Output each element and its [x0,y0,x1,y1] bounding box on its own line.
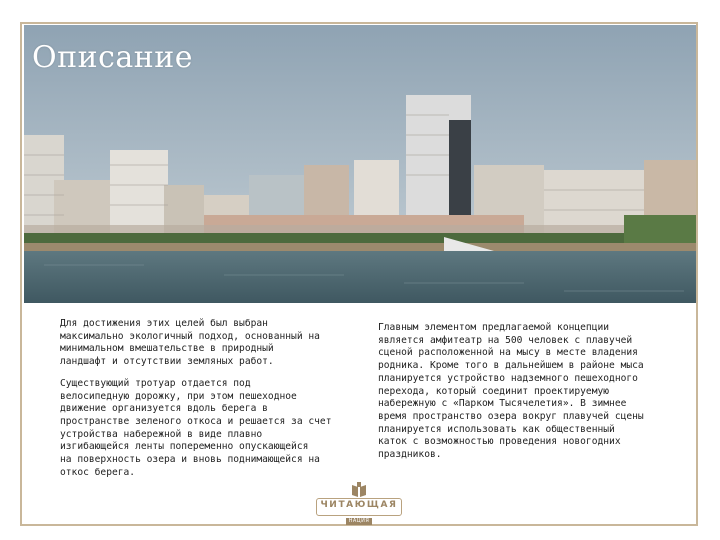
right-paragraph: Главным элементом предлагаемой концепции является амфитеатр на 500 человек с плавучей сценой расположенной на мысу в месте владения родника. Кроме того в дальнейшем в районе мыса планируется устройство надземного пешеходного перехода, который соединит проектируемую набережную с «Парком Тысячелетия». В зимнее время пространство озера вокруг плавучей сцены планируется использовать как общественный каток с возможностью проведения новогодних праздников. [378,322,644,461]
left-paragraph-2: Существующий тротуар отдается под велосипедную дорожку, при этом пешеходное движение организуется вдоль берега в пространстве зеленого откоса и решается за счет устройства набережной в виде плавно изгибающейся ленты попеременно опускающейся на поверхность озера и вновь поднимающейся на откос берега. [60,377,332,478]
right-text-column [378,322,668,471]
reading-nation-logo [312,478,406,526]
book-icon [350,482,368,498]
logo-name: ЧИТАЮЩАЯ [320,500,398,510]
logo-subtitle: НАЦИЯ [346,518,372,525]
slide-title: Описание [32,40,194,75]
left-paragraph-1: Для достижения этих целей был выбран максимально экологичный подход, основанный на минимальном вмешательстве в природный ландшафт и отсутствии земляных работ. [60,318,320,368]
left-text-column [60,318,345,488]
